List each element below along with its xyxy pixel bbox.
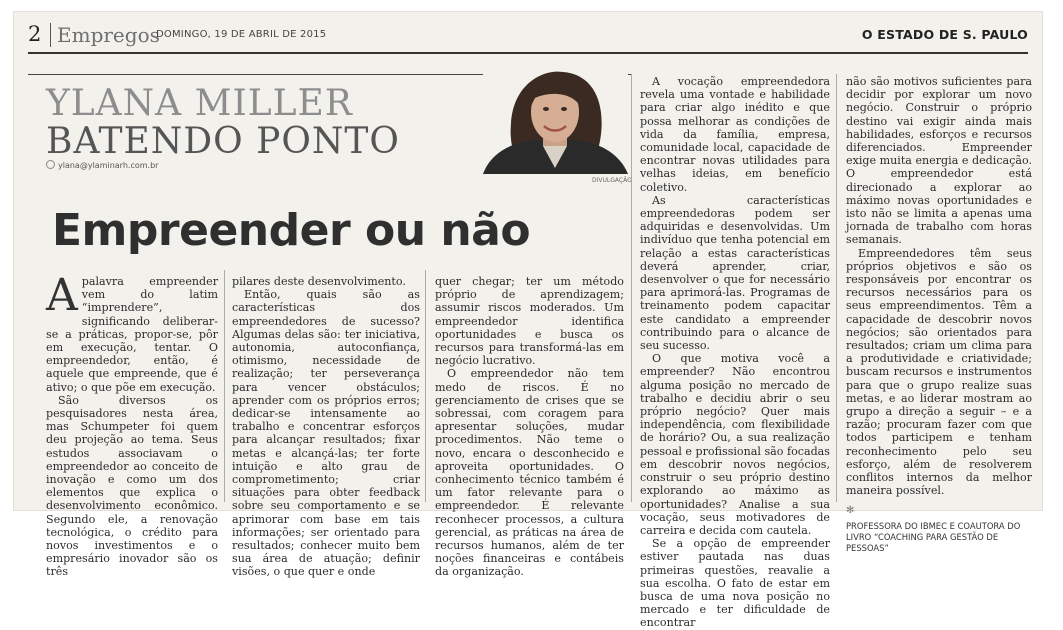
column-divider <box>425 270 426 502</box>
newspaper-name: O ESTADO DE S. PAULO <box>861 27 1028 42</box>
column-title: BATENDO PONTO <box>46 121 400 162</box>
column-divider <box>631 74 632 502</box>
author-portrait-image <box>483 64 628 174</box>
newspaper-page <box>14 12 1042 630</box>
article-paragraph: A vocação empreendedora revela uma vontade e habilidade para criar algo inédito e que possa melhorar as condições de vida da família, empresa, comunidade local, capacidade de encontrar novas utilidades para velhas ideias, em benefício coletivo. <box>640 75 830 194</box>
author-email-text: ylana@ylaminarh.com.br <box>58 161 159 170</box>
email-icon <box>46 160 55 169</box>
column-divider <box>224 270 225 502</box>
author-email <box>46 160 158 170</box>
author-bio: PROFESSORA DO IBMEC E COAUTORA DO LIVRO “COACHING PARA GESTÃO DE PESSOAS” <box>846 520 1021 553</box>
article-paragraph: Empreendedores têm seus próprios objetivos e são os responsáveis por encontrar os recursos necessários para os seus empreendimentos. Têm a capacidade de descobrir novos negócios; são orientados para resultados; criam um clima para a produtividade e criatividade; buscam recursos e instrumentos para que o grupo realize suas metas, e ao liderar mostram ao grupo a direção a seguir – e a razão; procuram fazer com que todos participem e tenham reconhecimento pelo seu esforço, além de resolverem conflitos internos da melhor maneira possível. <box>846 246 1032 498</box>
article-headline: Empreender ou não <box>52 205 531 256</box>
article-paragraph: Se a opção de empreender estiver pautada nas duas primeiras questões, reavalie a sua escolha. O fato de estar em busca de uma nova posição no mercado e ter dificuldade de encontrar <box>640 537 830 630</box>
issue-date: DOMINGO, 19 DE ABRIL DE 2015 <box>156 29 327 40</box>
article-column-1 <box>46 270 218 579</box>
photo-credit: DIVULGAÇÃO <box>592 177 632 184</box>
column-divider <box>836 74 837 502</box>
section-name: Empregos <box>50 23 160 47</box>
article-paragraph: São diversos os pesquisadores nesta área, mas Schumpeter foi quem deu projeção ao tema. Seus estudos associavam o empreendedor ao conceito de inovação e como um dos elementos que explica o desenvolvimento econômico. Segundo ele, a renovação tecnológica, o crédito para novos investimentos e o empresário inovador são os três <box>46 393 218 579</box>
article-paragraph: não são motivos suficientes para decidir por explorar um novo negócio. Construir o próprio destino vai exigir ainda mais habilidades, esforços e recursos diferenciados. Empreender exige muita energia e dedicação. O empreendedor está direcionado a explorar ao máximo novas oportunidades e isto não se limita a apenas uma jornada de trabalho com horas semanais. <box>846 75 1032 247</box>
article-paragraph: pilares deste desenvolvimento. <box>232 275 406 288</box>
article-paragraph: O que motiva você a empreender? Não encontrou alguma posição no mercado de trabalho e decidiu abrir o seu próprio negócio? Quer mais independência, com flexibilidade de horário? Ou, a sua realização pessoal e profissional são focadas em descobrir novos negócios, construir o seu próprio destino explorando ao máximo as oportunidades? Analise a sua vocação, seus motivadores de carreira e decida com cautela. <box>640 352 830 537</box>
article-paragraph: As características empreendedoras podem ser adquiridas e desenvolvidas. Um indivíduo que tenha potencial em relação a estas características deverá aprender, criar, desenvolver o que for necessário para aprimorá-las. Programas de treinamento podem capacitar este candidato a empreender contribuindo para o alcance de seu sucesso. <box>640 193 830 353</box>
article-paragraph: O empreendedor não tem medo de riscos. É no gerenciamento de crises que se sobressai, com coragem para apresentar soluções, mudar procedimentos. Não teme o novo, encara o desconhecido e aproveita oportunidades. O conhecimento técnico também é um fator relevante para o empreendedor. É relevante reconhecer processos, a cultura gerencial, as práticas na área de recursos humanos, além de ter noções financeiras e contábeis da organização. <box>435 367 624 579</box>
article-column-3 <box>435 275 624 579</box>
asterisk-icon: ✻ <box>846 504 855 516</box>
author-name: YLANA MILLER <box>46 83 353 124</box>
article-paragraph <box>46 270 218 394</box>
header-rule <box>28 52 1028 54</box>
article-column-2 <box>232 275 420 579</box>
paragraph-text: palavra empreender vem do latim “imprendere”, significando deliberar-se a práticas, propor-se, pôr em execução, tentar. O empreendedor, então, é aquele que empreende, que é ativo; o que põe em execução. <box>46 275 218 394</box>
page-number: 2 <box>28 22 42 46</box>
page-header <box>28 22 1028 46</box>
article-paragraph: Então, quais são as características dos empreendedores de sucesso? Algumas delas são: ter iniciativa, autonomia, autoconfiança, otimismo, necessidade de realização; ter perseverança para vencer obstáculos; aprender com os próprios erros; dedicar-se intensamente ao trabalho e concentrar esforços para alcançar resultados; fixar metas e alcançá-las; ter forte intuição e alto grau de comprometimento; criar situações para obter feedback sobre seu comportamento e se aprimorar com base em tais informações; ser orientado para resultados; conhecer muito bem sua área de atuação; definir visões, o que quer e onde <box>232 288 420 579</box>
article-column-5 <box>846 75 1032 554</box>
drop-cap: A <box>46 270 78 321</box>
article-paragraph: quer chegar; ter um método próprio de aprendizagem; assumir riscos moderados. Um empreendedor identifica oportunidades e busca os recursos para transformá-las em negócio lucrativo. <box>435 275 624 368</box>
author-photo <box>483 64 628 174</box>
article-column-4 <box>640 75 830 630</box>
